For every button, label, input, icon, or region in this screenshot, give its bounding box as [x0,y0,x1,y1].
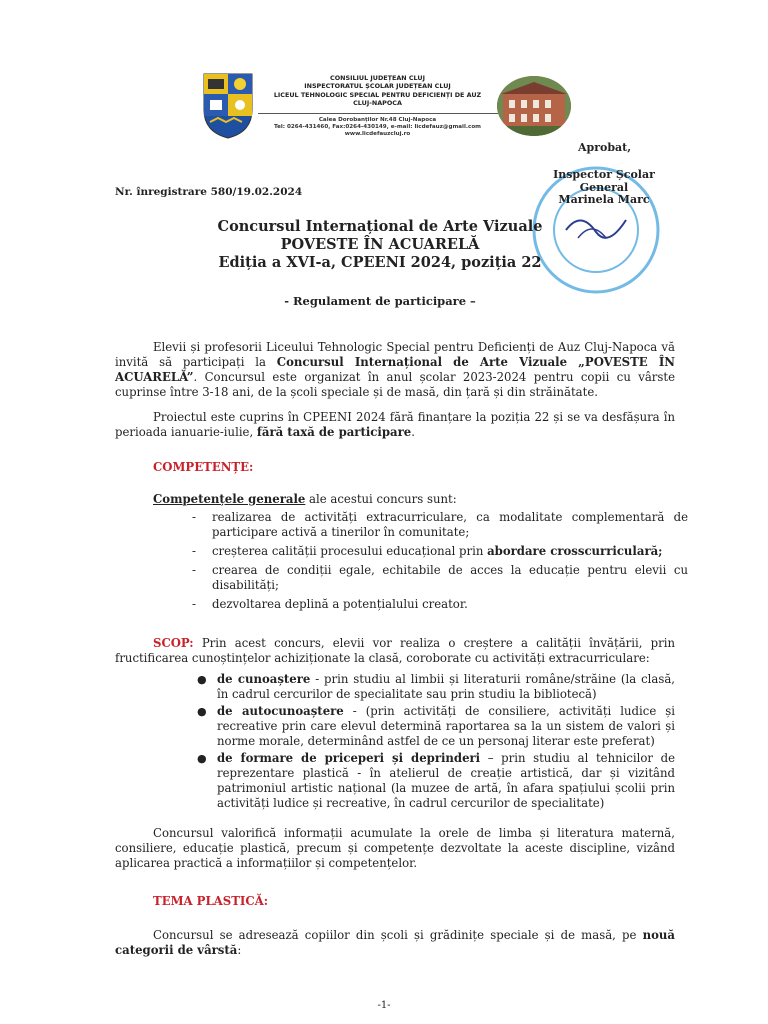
contact-line: Tel: 0264-431460, Fax:0264-430149, e-mail: licdefauz@gmail.com [274,124,481,130]
contact-line: Calea Dorobanților Nr.48 Cluj-Napoca [318,117,437,123]
tema-heading: TEMA PLASTICĂ: [153,894,269,908]
approval-signatory [536,169,672,207]
scop-paragraph [115,636,675,666]
list-item: - dezvoltarea deplină a potențialului creator. [200,597,688,612]
list-item-text: - prin studiu al limbii și literaturii române/străine (la clasă, în cadrul cercurilor de specialitate sau prin studiu la bibliotecă) [217,672,675,701]
tema-text: Concursul se adresează copiilor din școli și grădinițe speciale și de masă, pe [153,928,643,942]
institution-header [255,74,500,107]
page-number: -1- [377,1000,391,1011]
signatory-role: Inspector Școlar General [553,168,655,194]
competente-list [200,510,688,616]
document-title [150,218,610,272]
list-item-text: – prin studiu al tehnicilor de reprezentare plastică - în atelierul de creație artistică, dar și vizitând patrimoniul artistic național (la muzee de artă, în afara spațiului școlii prin activități ludice și recreative, în cadrul cercurilor de specialitate) [217,751,676,810]
funding-paragraph [115,410,675,440]
scop-text: Prin acest concurs, elevii vor realiza o creștere a calității învățării, prin fructificarea cunoștințelor achiziționate la clasă, coroborate cu activități extracurriculare: [115,636,675,665]
list-item-emphasis: de cunoaștere [217,672,311,686]
funding-text: Proiectul este cuprins în CPEENI 2024 fără finanțare la poziția 22 și se va desfășura în perioada ianuarie-iulie, [115,410,675,439]
list-item-text: - (prin activități de consiliere, activități ludice și recreative prin care elevul determină raportarea sa la un sistem de valori și norme morale, determinând astfel de ce un personaj literar este preferat) [217,704,675,748]
no-fee-text: fără taxă de participare [256,425,412,439]
competente-heading: COMPETENȚE: [153,460,254,474]
list-item-text: creșterea calității procesului educațional prin [212,544,488,558]
intro-text: . Concursul este organizat în anul școlar 2023-2024 pentru copii cu vârste cuprinse între 3-18 ani, de la școli speciale și de masă, din țară și din străinătate. [115,370,675,399]
document-subtitle: - Regulament de participare – [284,294,476,308]
contact-line: www.licdefauzcluj.ro [344,131,411,137]
competente-lead [153,492,673,507]
tema-emphasis: nouă categorii de vârstă [115,928,675,957]
intro-paragraph [115,340,675,400]
list-item [197,751,676,811]
list-item: - crearea de condiții egale, echitabile de acces la educație pentru elevii cu disabilități; [200,563,688,593]
header-line: CONSILIUL JUDEȚEAN CLUJ [330,74,425,82]
list-item-emphasis: de formare de priceperi și deprinderi [217,751,481,765]
bullet-icon: ● [197,752,207,765]
tema-paragraph [115,928,675,958]
title-line: Concursul Internațional de Arte Vizuale [217,218,543,235]
approval-label: Aprobat, [578,141,632,154]
competente-lead-text: ale acestui concurs sunt: [305,492,457,506]
header-line: LICEUL TEHNOLOGIC SPECIAL PENTRU DEFICIENȚI DE AUZ [273,90,482,99]
scop-closing: Concursul valorifică informații acumulate la orele de limba și literatura maternă, consiliere, educație plastică, precum și competențe dezvoltate la aceste discipline, vizând aplicarea practică a informațiilor și competențelor. [115,826,675,870]
list-item-emphasis: abordare crosscurriculară; [487,544,663,558]
list-item: - realizarea de activități extracurriculare, ca modalitate complementară de participare activă a tinerilor în comunitate; [200,510,688,540]
title-line: Ediția a XVI-a, CPEENI 2024, poziția 22 [218,254,542,271]
header-divider [258,113,498,114]
tema-text: : [237,943,242,957]
list-item [197,704,675,749]
bullet-icon: ● [197,673,207,686]
list-item [200,544,688,559]
header-line: CLUJ-NAPOCA [353,98,402,107]
scop-list [197,672,676,811]
list-item [197,672,675,702]
competente-lead-underlined: Competențele generale [153,492,306,506]
school-crest-icon [200,70,256,140]
title-line: POVESTE ÎN ACUARELĂ [280,236,480,253]
intro-text: Elevii și profesorii Liceului Tehnologic Special pentru Deficienți de Auz Cluj-Napoca vă invită să participați la [115,340,675,369]
school-building-photo [497,76,571,136]
contest-name: Concursul Internațional de Arte Vizuale „POVESTE ÎN ACUARELĂ” [115,355,675,384]
bullet-icon: ● [197,705,207,718]
registration-number: Nr. înregistrare 580/19.02.2024 [115,186,303,198]
institution-contact [255,117,500,138]
funding-text: . [411,425,415,439]
list-item-emphasis: de autocunoaștere [217,704,344,718]
scop-label: SCOP: [153,636,194,650]
signatory-name: Marinela Marc [558,193,650,206]
header-line: INSPECTORATUL ȘCOLAR JUDEȚEAN CLUJ [304,82,451,91]
